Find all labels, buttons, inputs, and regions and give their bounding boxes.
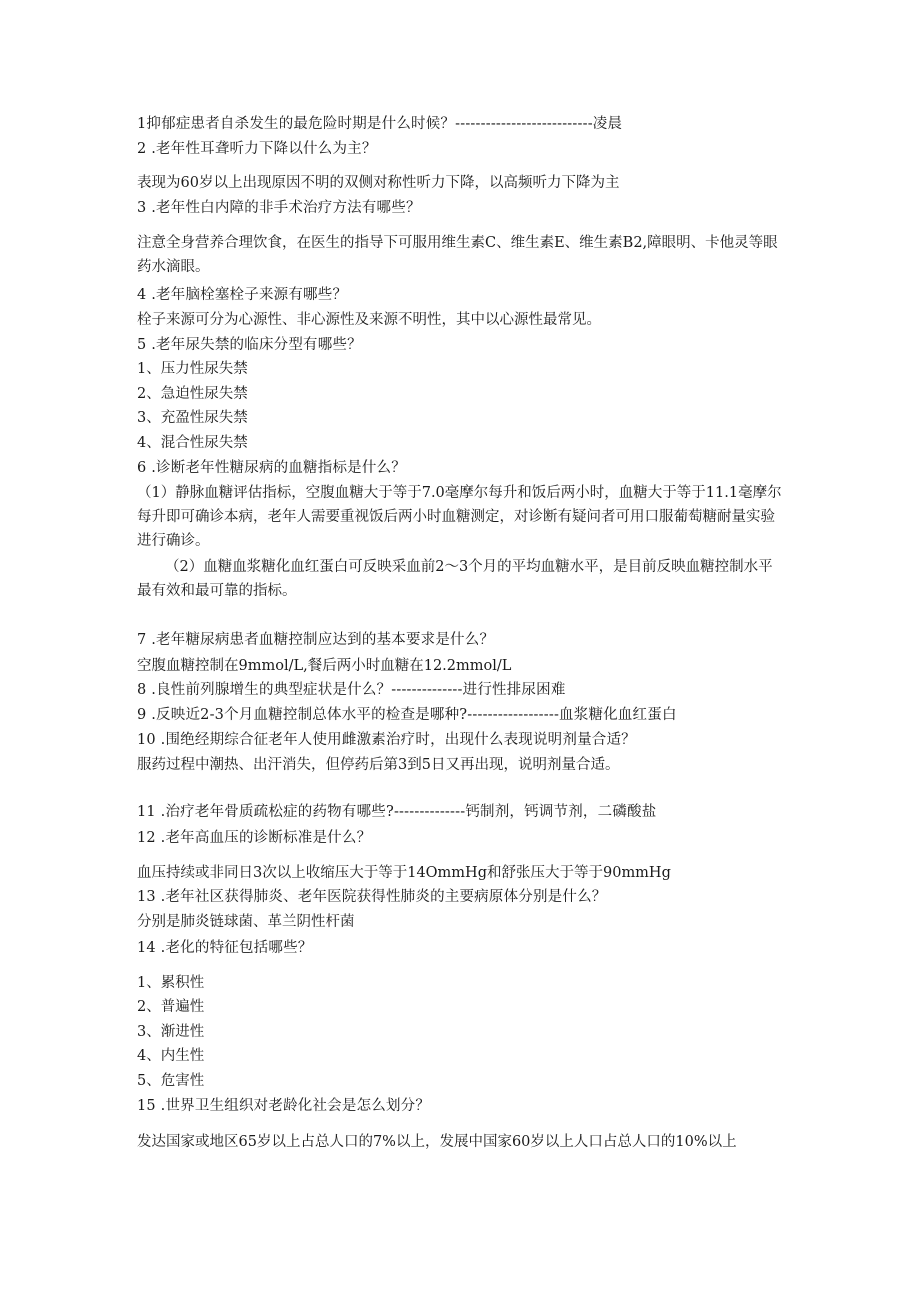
- question-5: 5 .老年尿失禁的临床分型有哪些？: [137, 337, 362, 353]
- question-15: 15 .世界卫生组织对老龄化社会是怎么划分？: [137, 1098, 431, 1114]
- question-13: 13 .老年社区获得肺炎、老年医院获得性肺炎的主要病原体分别是什么？: [137, 889, 607, 905]
- answer-6-part-2: （2）血糖血浆糖化血红蛋白可反映采血前2〜3个月的平均血糖水平，是目前反映血糖控制水平最有效和最可靠的指标。: [137, 559, 773, 599]
- answer-12: 血压持续或非同日3次以上收缩压大于等于14OmmHg和舒张压大于等于90mmHg: [137, 865, 671, 881]
- answer-4: 栓子来源可分为心源性、非心源性及来源不明性，其中以心源性最常见。: [137, 312, 601, 328]
- answer-2: 表现为60岁以上出现原因不明的双侧对称性听力下降，以高频听力下降为主: [137, 175, 620, 191]
- answer-14-item-5: 5、危害性: [137, 1073, 205, 1089]
- answer-5-item-3: 3、充盈性尿失禁: [137, 410, 248, 426]
- answer-14-item-1: 1、累积性: [137, 975, 205, 991]
- answer-6-part-1: （1）静脉血糖评估指标，空腹血糖大于等于7.0毫摩尔每升和饭后两小时，血糖大于等于11.1毫摩尔每升即可确诊本病，老年人需要重视饭后两小时血糖测定，对诊断有疑问者可用口服葡萄糖耐量实验进行确诊。: [137, 485, 782, 549]
- answer-7: 空腹血糖控制在9mmol/L,餐后两小时血糖在12.2mmol/L: [137, 658, 512, 674]
- question-8: 8 .良性前列腺增生的典型症状是什么？--------------进行性排尿困难: [137, 682, 566, 698]
- question-7: 7 .老年糖尿病患者血糖控制应达到的基本要求是什么？: [137, 632, 495, 648]
- question-6: 6 .诊断老年性糖尿病的血糖指标是什么？: [137, 460, 406, 476]
- answer-5-item-2: 2、急迫性尿失禁: [137, 386, 248, 402]
- question-12: 12 .老年高血压的诊断标准是什么？: [137, 830, 372, 846]
- answer-14-item-4: 4、内生性: [137, 1048, 205, 1064]
- answer-3: 注意全身营养合理饮食，在医生的指导下可服用维生素C、维生素E、维生素B2,障眼明、卡他灵等眼药水滴眼。: [137, 235, 778, 275]
- question-14: 14 .老化的特征包括哪些？: [137, 940, 313, 956]
- answer-13: 分别是肺炎链球菌、革兰阴性杆菌: [137, 914, 355, 930]
- question-11: 11 .治疗老年骨质疏松症的药物有哪些?--------------钙制剂，钙调节剂，二磷酸盐: [137, 804, 657, 820]
- question-2: 2 .老年性耳聋听力下降以什么为主？: [137, 141, 377, 157]
- answer-15: 发达国家或地区65岁以上占总人口的7%以上，发展中国家60岁以上人口占总人口的10%以上: [137, 1134, 737, 1150]
- answer-5-item-4: 4、混合性尿失禁: [137, 435, 248, 451]
- answer-5-item-1: 1、压力性尿失禁: [137, 361, 248, 377]
- question-3: 3 .老年性白内障的非手术治疗方法有哪些？: [137, 200, 421, 216]
- question-1: 1抑郁症患者自杀发生的最危险时期是什么时候？---------------------------凌晨: [137, 116, 623, 132]
- question-10: 10 .围绝经期综合征老年人使用雌激素治疗时，出现什么表现说明剂量合适？: [137, 732, 636, 748]
- question-9: 9 .反映近2-3个月血糖控制总体水平的检查是哪种?------------------血浆糖化血红蛋白: [137, 707, 677, 723]
- answer-10: 服药过程中潮热、出汗消失，但停药后第3到5日又再出现，说明剂量合适。: [137, 757, 620, 773]
- question-4: 4 .老年脑栓塞栓子来源有哪些？: [137, 287, 348, 303]
- answer-14-item-2: 2、普遍性: [137, 999, 205, 1015]
- answer-14-item-3: 3、渐进性: [137, 1024, 205, 1040]
